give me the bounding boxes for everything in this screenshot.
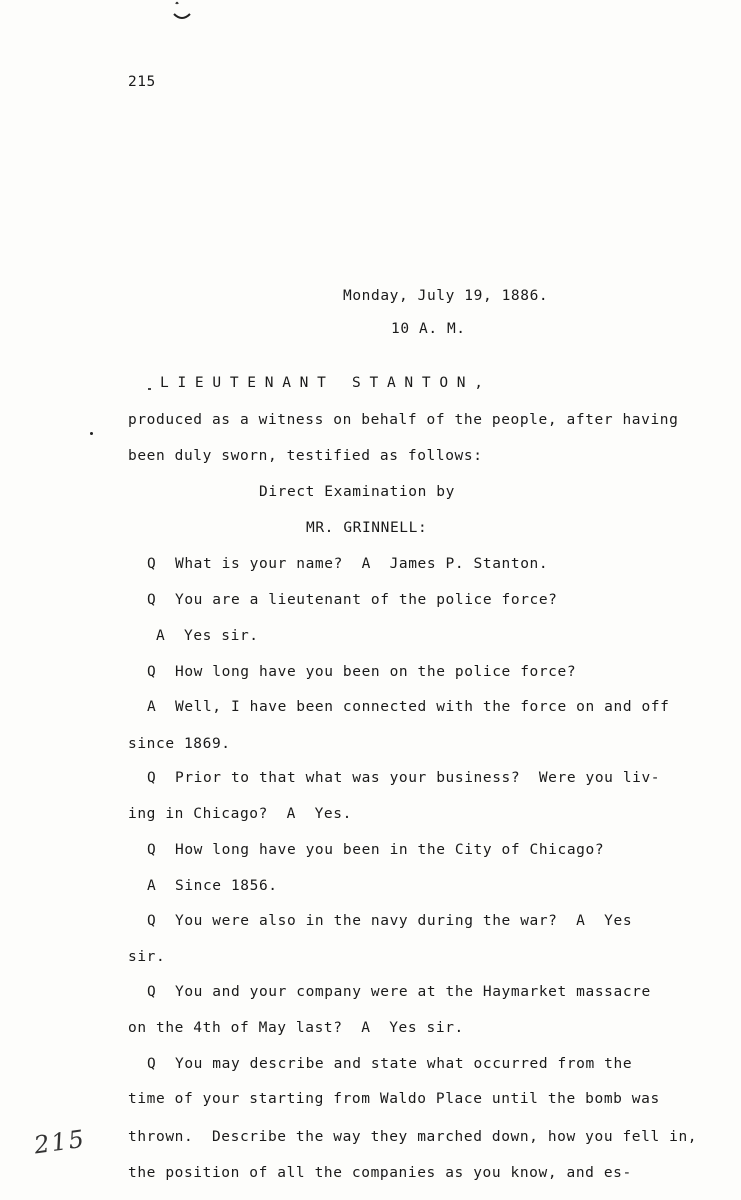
text-line: time of your starting from Waldo Place until the bomb was: [128, 1091, 660, 1107]
hearing-time: 10 A. M.: [391, 321, 466, 337]
question-line: Q What is your name? A James P. Stanton.: [147, 556, 549, 572]
question-line: Q How long have you been on the police force?: [147, 664, 577, 680]
answer-line: A Well, I have been connected with the force on and off: [147, 699, 670, 715]
text-line: been duly sworn, testified as follows:: [128, 448, 483, 464]
text-line: the position of all the companies as you know, and es-: [128, 1165, 632, 1181]
text-line: thrown. Describe the way they marched down, how you fell in,: [128, 1129, 698, 1145]
hearing-date: Monday, July 19, 1886.: [343, 288, 549, 304]
question-line: Q Prior to that what was your business? Were you liv-: [147, 770, 661, 786]
examiner-name: MR. GRINNELL:: [306, 520, 428, 536]
examination-heading: Direct Examination by: [259, 484, 455, 500]
handwritten-page-number: 215: [32, 1124, 88, 1160]
question-line: Q You are a lieutenant of the police force?: [147, 592, 558, 608]
paper-speck: [148, 388, 151, 390]
question-line: Q How long have you been in the City of Chicago?: [147, 842, 605, 858]
page-number: 215: [128, 74, 156, 90]
question-line: Q You may describe and state what occurred from the: [147, 1056, 633, 1072]
question-line: Q You and your company were at the Haymarket massacre: [147, 984, 651, 1000]
text-line: ing in Chicago? A Yes.: [128, 806, 352, 822]
text-line: on the 4th of May last? A Yes sir.: [128, 1020, 464, 1036]
answer-line: A Yes sir.: [156, 628, 259, 644]
top-punch-mark: [170, 0, 194, 22]
text-line: produced as a witness on behalf of the people, after having: [128, 412, 679, 428]
witness-name: L I E U T E N A N T S T A N T O N ,: [160, 375, 484, 391]
paper-speck: [90, 432, 93, 435]
text-line: since 1869.: [128, 736, 231, 752]
question-line: Q You were also in the navy during the war? A Yes: [147, 913, 633, 929]
answer-line: A Since 1856.: [147, 878, 278, 894]
text-line: sir.: [128, 949, 166, 965]
